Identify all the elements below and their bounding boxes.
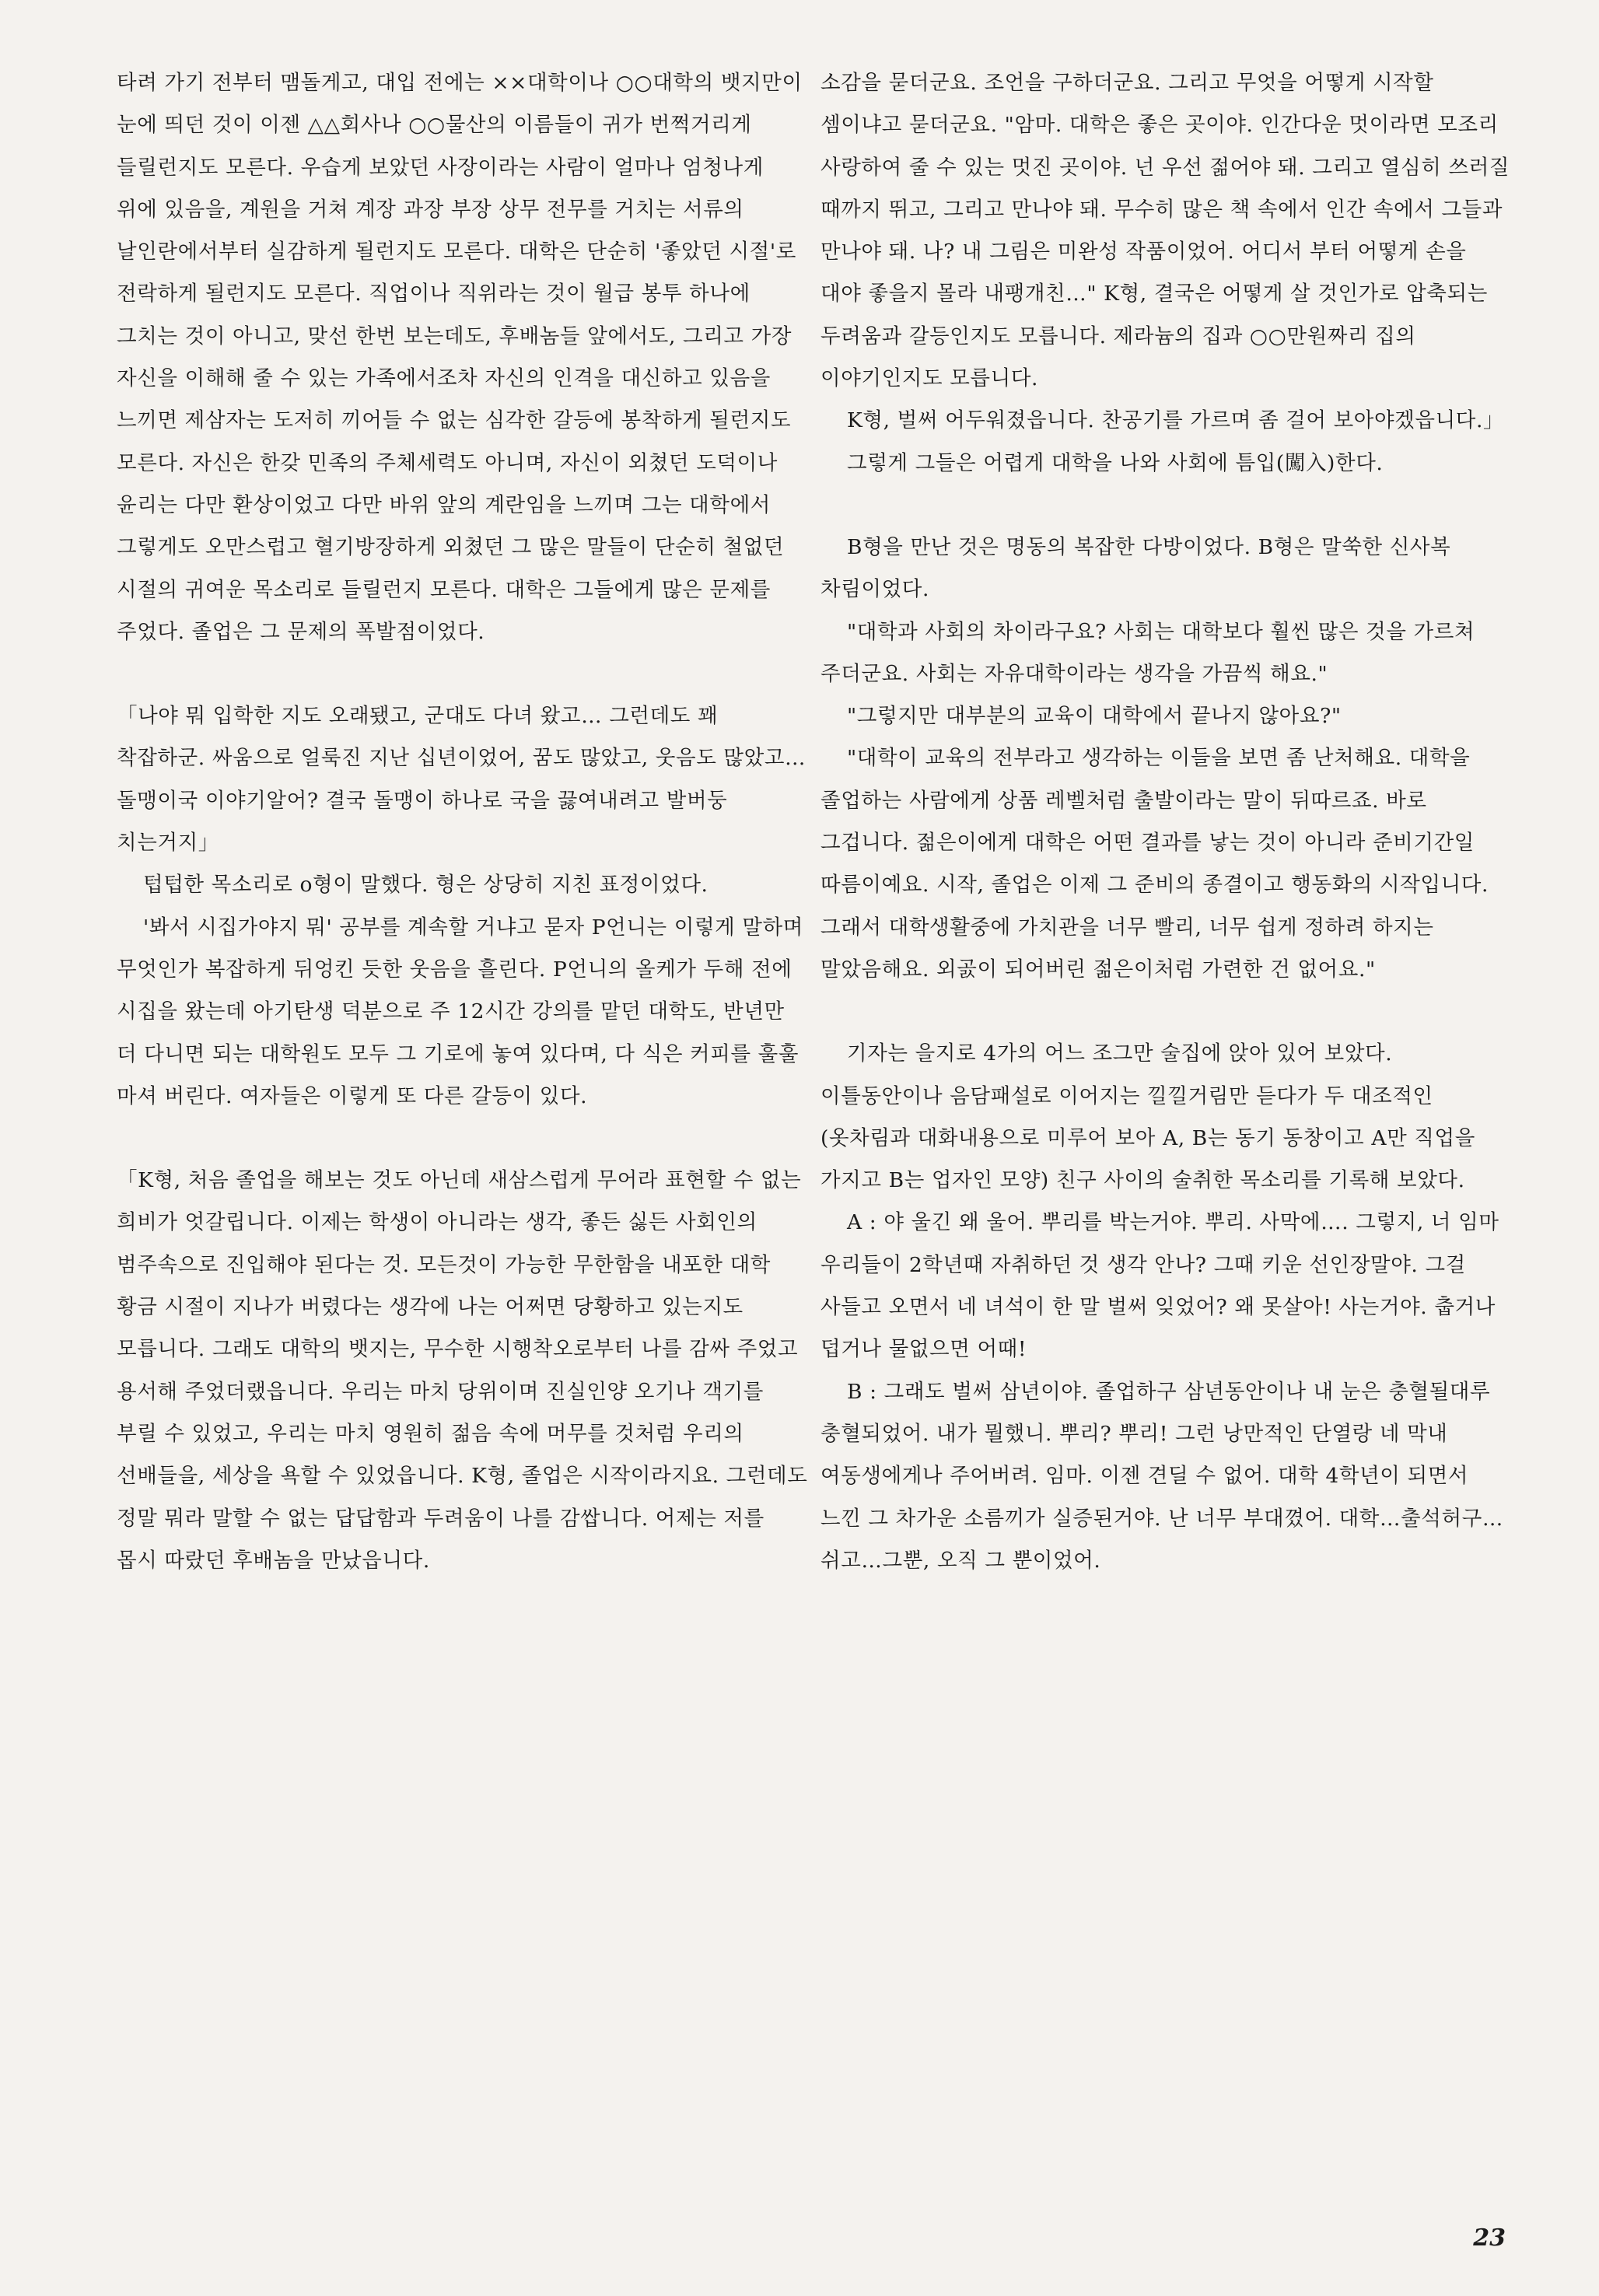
paragraph-gap (820, 991, 1513, 1033)
paragraph-gap (117, 1118, 809, 1160)
right-column (820, 62, 1513, 1582)
paragraph: 「K형, 처음 졸업을 해보는 것도 아닌데 새삼스럽게 무어라 표현할 수 없는 희비가 엇갈립니다. 이제는 학생이 아니라는 생각, 좋든 싫든 사회인의 범주속으로 진입해야 된다는 것. 모든것이 가능한 무한함을 내포한 대학 황금 시절이 지나가 버렸다는 생각에 나는 어쩌면 당황하고 있는지도 모릅니다. 그래도 대학의 뱃지는, 무수한 시행착오로부터 나를 감싸 주었고 용서해 주었더랬읍니다. 우리는 마치 당위이며 진실인양 오기나 객기를 부릴 수 있었고, 우리는 마치 영원히 젊음 속에 머무를 것처럼 우리의 선배들을, 세상을 욕할 수 있었읍니다. K형, 졸업은 시작이라지요. 그런데도 정말 뭐라 말할 수 없는 답답함과 두려움이 나를 감쌉니다. 어제는 저를 몹시 따랐던 후배놈을 만났읍니다. (117, 1168, 808, 1573)
paragraph-gap (117, 653, 809, 695)
paragraph: 그렇게 그들은 어렵게 대학을 나와 사회에 틈입(闖入)한다. (847, 450, 1384, 475)
left-column (117, 62, 809, 1582)
paragraph: 타려 가기 전부터 맴돌게고, 대입 전에는 ××대학이나 ○○대학의 뱃지만이 눈에 띄던 것이 이젠 △△회사나 ○○물산의 이름들이 귀가 번쩍거리게 들릴런지도 모른다. 우습게 보았던 사장이라는 사람이 얼마나 엄청나게 위에 있음을, 계원을 거쳐 계장 과장 부장 상무 전무를 거치는 서류의 날인란에서부터 실감하게 될런지도 모른다. 대학은 단순히 '좋았던 시절'로 전락하게 될런지도 모른다. 직업이나 직위라는 것이 월급 봉투 하나에 그치는 것이 아니고, 맞선 한번 보는데도, 후배놈들 앞에서도, 그리고 가장 자신을 이해해 줄 수 있는 가족에서조차 자신의 인격을 대신하고 있음을 느끼면 제삼자는 도저히 끼어들 수 없는 심각한 갈등에 봉착하게 될런지도 모른다. 자신은 한갖 민족의 주체세력도 아니며, 자신이 외쳤던 도덕이나 윤리는 다만 환상이었고 다만 바위 앞의 계란임을 느끼며 그는 대학에서 그렇게도 오만스럽고 혈기방장하게 외쳤던 그 많은 말들이 단순히 철없던 시절의 귀여운 목소리로 들릴런지 모른다. 대학은 그들에게 많은 문제를 주었다. 졸업은 그 문제의 폭발점이었다. (117, 71, 803, 644)
paragraph: B형을 만난 것은 명동의 복잡한 다방이었다. B형은 말쑥한 신사복 차림이었다. (820, 534, 1451, 602)
paragraph: 텁텁한 목소리로 o형이 말했다. 형은 상당히 지친 표정이었다. (143, 873, 709, 898)
paragraph: 「나야 뭐 입학한 지도 오래됐고, 군대도 다녀 왔고… 그런데도 꽤 착잡하군. 싸움으로 얼룩진 지난 십년이었어, 꿈도 많았고, 웃음도 많았고…돌맹이국 이야기알어? 결국 돌맹이 하나로 국을 끓여내려고 발버둥 치는거지」 (117, 704, 806, 856)
paragraph: 소감을 묻더군요. 조언을 구하더군요. 그리고 무엇을 어떻게 시작할 셈이냐고 묻더군요. "암마. 대학은 좋은 곳이야. 인간다운 멋이라면 모조리 사랑하여 줄 수 있는 멋진 곳이야. 넌 우선 젊어야 돼. 그리고 열심히 쓰러질 때까지 뛰고, 그리고 만나야 돼. 무수히 많은 책 속에서 인간 속에서 그들과 만나야 돼. 나? 내 그림은 미완성 작품이었어. 어디서 부터 어떻게 손을 대야 좋을지 몰라 내팽개친…" K형, 결국은 어떻게 살 것인가로 압축되는 두려움과 갈등인지도 모릅니다. 제라늄의 집과 ○○만원짜리 집의 이야기인지도 모릅니다. (820, 71, 1510, 391)
paragraph-gap (820, 485, 1513, 527)
page-number: 23 (1473, 2224, 1506, 2252)
paragraph: K형, 벌써 어두워졌읍니다. 찬공기를 가르며 좀 걸어 보아야겠읍니다.」 (847, 408, 1505, 433)
paragraph: 기자는 을지로 4가의 어느 조그만 술집에 앉아 있어 보았다. 이틀동안이나 음담패설로 이어지는 낄낄거림만 듣다가 두 대조적인(옷차림과 대화내용으로 미루어 보아 A, B는 동기 동창이고 A만 직업을 가지고 B는 업자인 모양) 친구 사이의 술취한 목소리를 기록해 보았다. (820, 1041, 1475, 1193)
paragraph: "대학이 교육의 전부라고 생각하는 이들을 보면 좀 난처해요. 대학을 졸업하는 사람에게 상품 레벨처럼 출발이라는 말이 뒤따르죠. 바로 그겁니다. 젊은이에게 대학은 어떤 결과를 낳는 것이 아니라 준비기간일 따름이예요. 시작, 졸업은 이제 그 준비의 종결이고 행동화의 시작입니다. 그래서 대학생활중에 가치관을 너무 빨리, 너무 쉽게 정하려 하지는 말았음해요. 외곬이 되어버린 젊은이처럼 가련한 건 없어요." (820, 746, 1489, 982)
paragraph: "그렇지만 대부분의 교육이 대학에서 끝나지 않아요?" (847, 704, 1342, 729)
paragraph: "대학과 사회의 차이라구요? 사회는 대학보다 훨씬 많은 것을 가르쳐 주더군요. 사회는 자유대학이라는 생각을 가끔씩 해요." (820, 619, 1475, 686)
paragraph: A : 야 울긴 왜 울어. 뿌리를 박는거야. 뿌리. 사막에…. 그렇지, 너 임마 우리들이 2학년때 자취하던 것 생각 안나? 그때 키운 선인장말야. 그걸 사들고 오면서 네 녀석이 한 말 벌써 잊었어? 왜 못살아! 사는거야. 춥거나 덥거나 물없으면 어때! (820, 1210, 1499, 1362)
paragraph: B : 그래도 벌써 삼년이야. 졸업하구 삼년동안이나 내 눈은 충혈될대루 충혈되었어. 내가 뭘했니. 뿌리? 뿌리! 그런 낭만적인 단열랑 네 막내 여동생에게나 주어버려. 임마. 이젠 견딜 수 없어. 대학 4학년이 되면서 느낀 그 차가운 소름끼가 실증된거야. 난 너무 부대꼈어. 대학…출석허구…쉬고…그뿐, 오직 그 뿐이었어. (820, 1379, 1504, 1573)
paragraph: '봐서 시집가야지 뭐' 공부를 계속할 거냐고 묻자 P언니는 이렇게 말하며 무엇인가 복잡하게 뒤엉킨 듯한 웃음을 흘린다. P언니의 올케가 두해 전에 시집을 왔는데 아기탄생 덕분으로 주 12시간 강의를 맡던 대학도, 반년만 더 다니면 되는 대학원도 모두 그 기로에 놓여 있다며, 다 식은 커피를 훌훌 마셔 버린다. 여자들은 이렇게 또 다른 갈등이 있다. (117, 915, 803, 1108)
